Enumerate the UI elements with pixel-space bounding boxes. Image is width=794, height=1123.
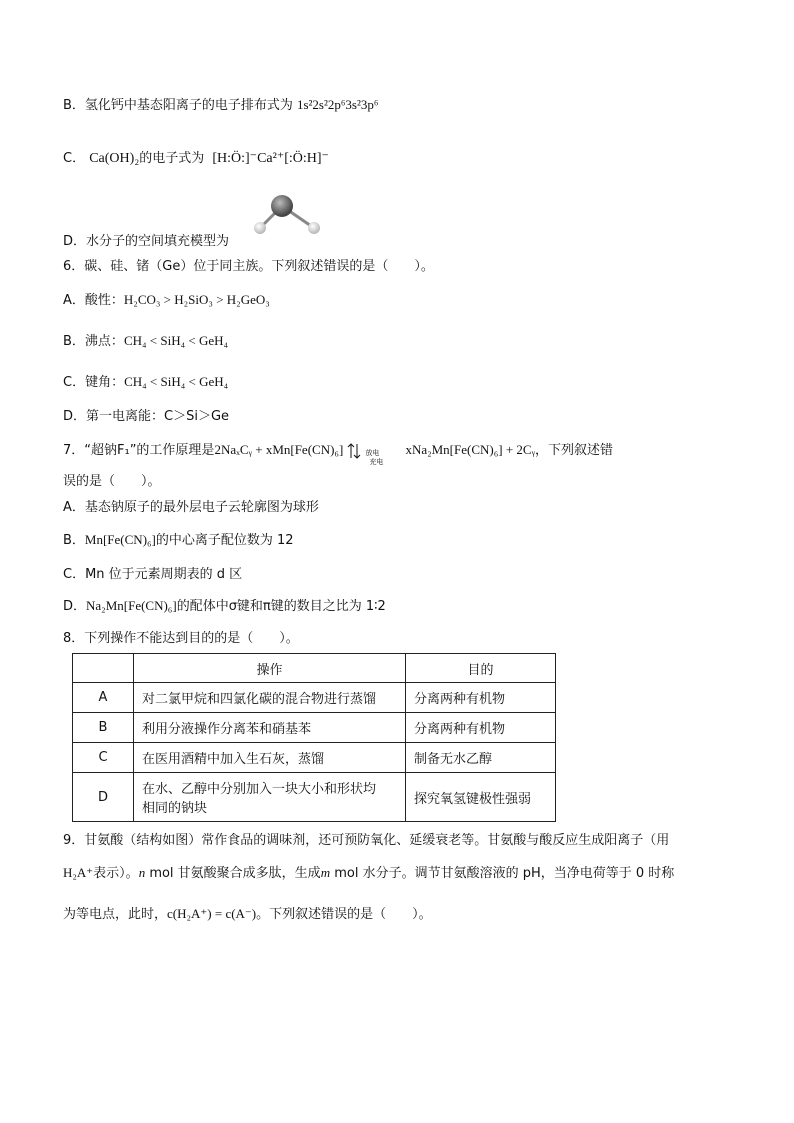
row-label: B — [73, 713, 134, 743]
row-goal: 分离两种有机物 — [406, 713, 556, 743]
q6-option-b — [63, 332, 228, 351]
row-operation-line: 相同的钠块 — [142, 801, 208, 816]
electron-formula-text: [H:Ö:]⁻Ca²⁺[:Ö:H]⁻ — [212, 151, 329, 166]
reversible-arrow-icon — [347, 442, 405, 466]
option-formula: Na₂Mn[Fe(CN)₆] — [86, 598, 177, 613]
option-expression: H₂CO₃ > H₂SiO₃ > H₂GeO₃ — [123, 292, 270, 307]
option-prefix: A． — [63, 500, 85, 515]
table-row — [73, 743, 556, 773]
table-header-cell: 目的 — [406, 654, 556, 683]
option-label: 键角： — [85, 375, 125, 390]
table-header-row — [73, 654, 556, 683]
option-prefix: B． — [63, 533, 85, 548]
option-text: 氢化钙中基态阳离子的电子排布式为 — [84, 98, 293, 113]
option-text: 的配体中σ键和π键的数目之比为 1∶2 — [176, 599, 386, 614]
row-label: A — [73, 683, 134, 713]
option-prefix: C． — [63, 567, 86, 582]
equation-left: 2NaₓCᵧ + xMn[Fe(CN)₆] — [214, 442, 344, 457]
option-expression: C＞Si＞Ge — [164, 409, 230, 424]
arrow-top-label: 放电 — [365, 448, 380, 457]
table-header-cell — [73, 654, 134, 683]
q8-stem: 8．下列操作不能达到目的的是（ ）。 — [63, 631, 299, 646]
option-expression: CH₄ < SiH₄ < GeH₄ — [123, 333, 229, 348]
row-label: C — [73, 743, 134, 773]
option-prefix: C． — [63, 375, 86, 390]
option-text: 基态钠原子的最外层电子云轮廓图为球形 — [84, 500, 319, 515]
stem-text: ，下列叙述错 — [535, 443, 614, 458]
q9-line-3 — [63, 905, 432, 924]
option-text: Mn 位于元素周期表的 d 区 — [85, 567, 243, 582]
q5-option-b — [63, 96, 378, 115]
isoelectric-equation: c(H₂A⁺) = c(A⁻) — [167, 906, 257, 921]
q9-line-1: 9．甘氨酸（结构如图）常作食品的调味剂，还可预防氧化、延缓衰老等。甘氨酸与酸反应生成阳离子（用 — [63, 833, 670, 848]
row-operation — [134, 773, 406, 822]
row-goal: 探究氧氢键极性强弱 — [406, 773, 556, 822]
option-label: 第一电离能： — [86, 409, 165, 424]
variable-m: m — [320, 865, 331, 880]
q9-text: 。下列叙述错误的是（ ）。 — [256, 907, 432, 922]
row-operation: 利用分液操作分离苯和硝基苯 — [134, 713, 406, 743]
stem-text: 7．“超钠F₁”的工作原理是 — [63, 443, 215, 458]
q5-option-c — [63, 150, 329, 168]
q9-text: mol 水分子。调节甘氨酸溶液的 pH，当净电荷等于 0 时称 — [330, 866, 675, 881]
row-label: D — [73, 773, 134, 822]
option-label: 沸点： — [84, 334, 124, 349]
option-text: 的电子式为 — [139, 151, 205, 166]
option-prefix: A． — [63, 293, 85, 308]
row-operation-line: 在水、乙醇中分别加入一块大小和形状均 — [142, 782, 377, 797]
q7-stem-cont: 误的是（ ）。 — [63, 474, 161, 489]
equation-right: xNa₂Mn[Fe(CN)₆] + 2Cᵧ — [405, 442, 536, 457]
row-goal: 制备无水乙醇 — [406, 743, 556, 773]
q7-option-d — [63, 597, 386, 616]
electron-configuration: 1s²2s²2p⁶3s²3p⁶ — [296, 97, 379, 112]
q7-option-c — [63, 566, 242, 584]
option-formula: Mn[Fe(CN)₆] — [84, 532, 156, 547]
q9-line-2 — [63, 864, 674, 883]
cation-formula: H₂A⁺ — [63, 865, 94, 880]
table-row — [73, 683, 556, 713]
option-text: 水分子的空间填充模型为 — [86, 234, 230, 249]
option-prefix: D． — [63, 234, 87, 249]
option-label: 酸性： — [84, 293, 124, 308]
q9-text: mol 甘氨酸聚合成多肽，生成 — [145, 866, 321, 881]
variable-n: n — [138, 865, 146, 880]
option-prefix: C． — [63, 151, 86, 166]
q5-option-d — [63, 233, 229, 251]
calcium-hydroxide-formula: Ca(OH)₂ — [89, 151, 140, 166]
q6-option-d — [63, 408, 229, 426]
table-row — [73, 773, 556, 822]
option-prefix: B． — [63, 98, 85, 113]
table-header-cell: 操作 — [134, 654, 406, 683]
water-molecule-model-icon — [252, 192, 332, 240]
q6-option-a — [63, 291, 270, 310]
q7-stem — [63, 441, 614, 466]
row-goal: 分离两种有机物 — [406, 683, 556, 713]
option-prefix: B． — [63, 334, 85, 349]
option-text: 的中心离子配位数为 12 — [155, 533, 294, 548]
arrow-bottom-label: 充电 — [369, 457, 384, 466]
operations-table — [72, 653, 556, 822]
table-row — [73, 713, 556, 743]
option-expression: CH₄ < SiH₄ < GeH₄ — [124, 374, 229, 389]
q7-option-a — [63, 499, 319, 517]
q6-option-c — [63, 373, 228, 392]
option-prefix: D． — [63, 599, 87, 614]
q7-option-b — [63, 531, 294, 550]
row-operation: 对二氯甲烷和四氯化碳的混合物进行蒸馏 — [134, 683, 406, 713]
q6-stem: 6．碳、硅、锗（Ge）位于同主族。下列叙述错误的是（ ）。 — [63, 259, 434, 274]
q9-text: 表示）。 — [93, 866, 139, 881]
option-prefix: D． — [63, 409, 87, 424]
row-operation: 在医用酒精中加入生石灰，蒸馏 — [134, 743, 406, 773]
q9-text: 为等电点，此时， — [63, 907, 168, 922]
